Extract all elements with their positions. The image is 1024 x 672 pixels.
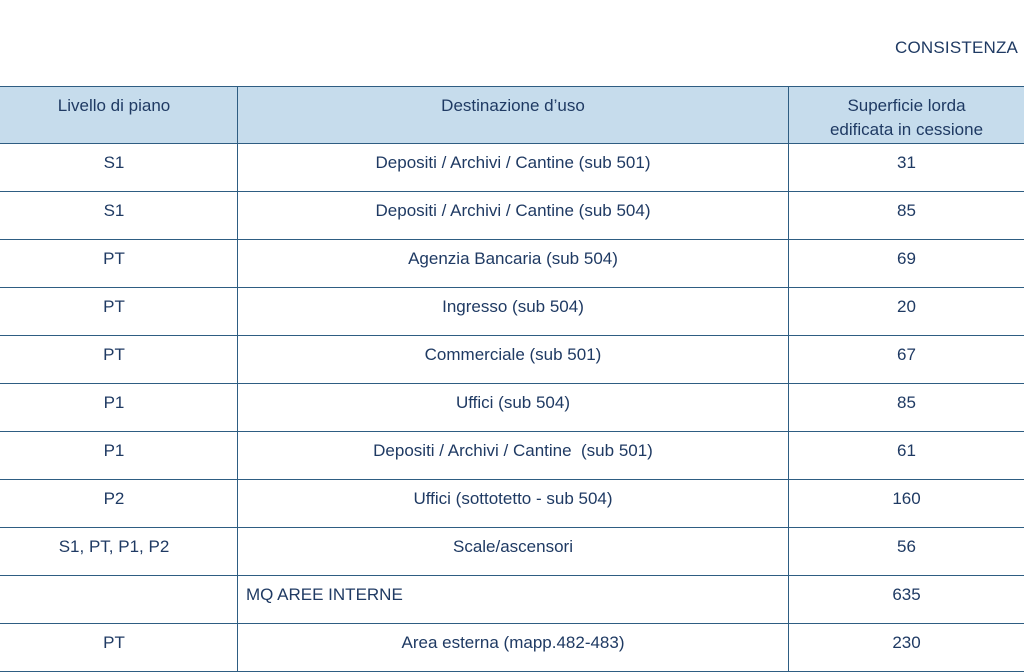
section-title: CONSISTENZA [895, 38, 1019, 57]
table-row [0, 288, 1024, 336]
cell-destinazione: Uffici (sub 504) [238, 384, 789, 432]
cell-livello: P2 [0, 480, 238, 528]
cell-superficie: 160 [789, 480, 1024, 528]
cell-livello: S1 [0, 144, 238, 192]
table-row [0, 336, 1024, 384]
table-row [0, 432, 1024, 480]
cell-livello: S1, PT, P1, P2 [0, 528, 238, 576]
cell-destinazione: Area esterna (mapp.482-483) [238, 624, 789, 672]
cell-superficie: 230 [789, 624, 1024, 672]
cell-superficie: 61 [789, 432, 1024, 480]
table-row [0, 528, 1024, 576]
cell-superficie: 31 [789, 144, 1024, 192]
table-row [0, 384, 1024, 432]
cell-superficie: 85 [789, 384, 1024, 432]
cell-destinazione: Depositi / Archivi / Cantine (sub 501) [238, 144, 789, 192]
table-row-total [0, 576, 1024, 624]
cell-livello: PT [0, 288, 238, 336]
cell-superficie: 69 [789, 240, 1024, 288]
cell-livello: S1 [0, 192, 238, 240]
cell-livello: PT [0, 240, 238, 288]
table-row [0, 240, 1024, 288]
table-row [0, 192, 1024, 240]
cell-destinazione-total: MQ AREE INTERNE [238, 576, 789, 624]
header-superficie-lorda: Superficie lorda edificata in cessione [789, 87, 1024, 144]
cell-destinazione: Scale/ascensori [238, 528, 789, 576]
cell-livello: PT [0, 624, 238, 672]
table-header-row [0, 87, 1024, 144]
cell-destinazione: Commerciale (sub 501) [238, 336, 789, 384]
table-row [0, 480, 1024, 528]
cell-destinazione: Depositi / Archivi / Cantine (sub 504) [238, 192, 789, 240]
cell-superficie: 20 [789, 288, 1024, 336]
cell-livello: P1 [0, 384, 238, 432]
cell-destinazione: Depositi / Archivi / Cantine (sub 501) [238, 432, 789, 480]
table-row [0, 624, 1024, 672]
cell-superficie-total: 635 [789, 576, 1024, 624]
cell-destinazione: Ingresso (sub 504) [238, 288, 789, 336]
consistenza-table [0, 86, 1024, 672]
cell-superficie: 67 [789, 336, 1024, 384]
cell-livello [0, 576, 238, 624]
header-livello-di-piano: Livello di piano [0, 87, 238, 144]
cell-livello: P1 [0, 432, 238, 480]
header-destinazione-uso: Destinazione d’uso [238, 87, 789, 144]
cell-superficie: 56 [789, 528, 1024, 576]
cell-livello: PT [0, 336, 238, 384]
cell-destinazione: Uffici (sottotetto - sub 504) [238, 480, 789, 528]
cell-destinazione: Agenzia Bancaria (sub 504) [238, 240, 789, 288]
cell-superficie: 85 [789, 192, 1024, 240]
table-row [0, 144, 1024, 192]
